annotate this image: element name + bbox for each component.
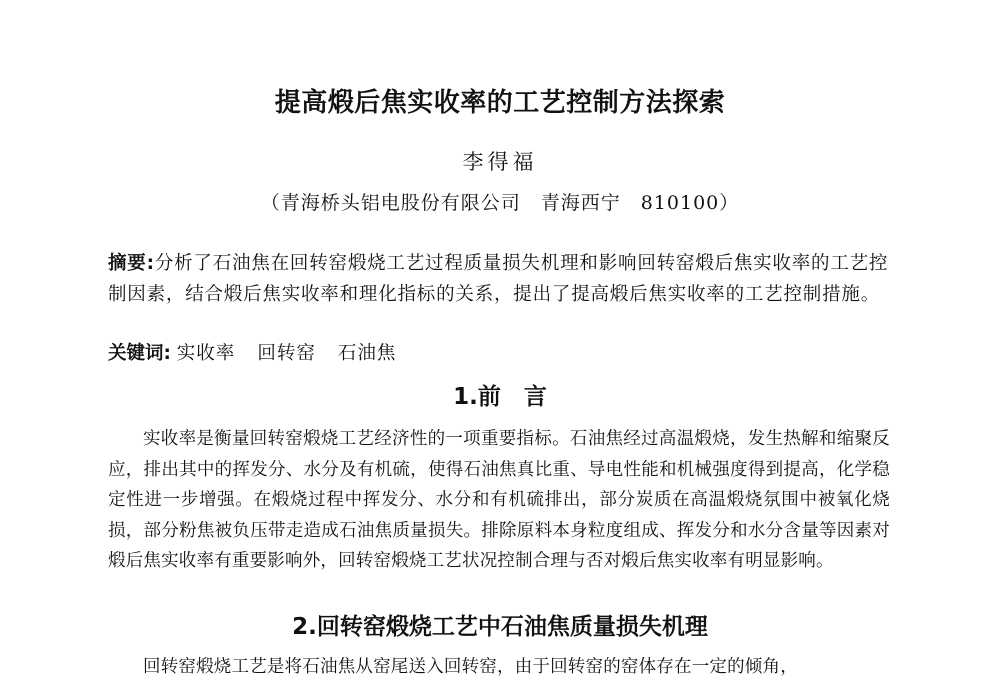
keywords [108,340,890,368]
paper-title: 提高煅后焦实收率的工艺控制方法探索 [274,88,726,118]
abstract [108,248,890,310]
keyword-item: 石油焦 [337,343,397,364]
section-heading-mechanism: 2.回转窑煅烧工艺中石油焦质量损失机理 [292,614,708,640]
abstract-text: 分析了石油焦在回转窑煅烧工艺过程质量损失机理和影响回转窑煅后焦实收率的工艺控制因素，结合煅后焦实收率和理化指标的关系，提出了提高煅后焦实收率的工艺控制措施。 [108,253,889,305]
author-affiliation: （青海桥头铝电股份有限公司 青海西宁 810100） [260,192,740,214]
abstract-label: 摘要: [108,253,155,274]
author-name: 李得福 [462,150,538,174]
section-paragraph-mechanism: 回转窑煅烧工艺是将石油焦从窑尾送入回转窑，由于回转窑的窑体存在一定的倾角， [143,657,798,677]
keyword-item: 回转窑 [257,343,316,364]
keywords-label: 关键词: [108,343,171,364]
section-paragraph-introduction: 实收率是衡量回转窑煅烧工艺经济性的一项重要指标。石油焦经过高温煅烧，发生热解和缩聚反应，排出其中的挥发分、水分及有机硫，使得石油焦真比重、导电性能和机械强度得到提高，化学稳定性进一步增强。在煅烧过程中挥发分、水分和有机硫排出，部分炭质在高温煅烧氛围中被氧化烧损，部分粉焦被负压带走造成石油焦质量损失。排除原料本身粒度组成、挥发分和水分含量等因素对煅后焦实收率有重要影响外，回转窑煅烧工艺状况控制合理与否对煅后焦实收率有明显影响。 [108,429,890,571]
keyword-item: 实收率 [176,343,236,364]
section-heading-introduction: 1.前 言 [453,384,547,410]
